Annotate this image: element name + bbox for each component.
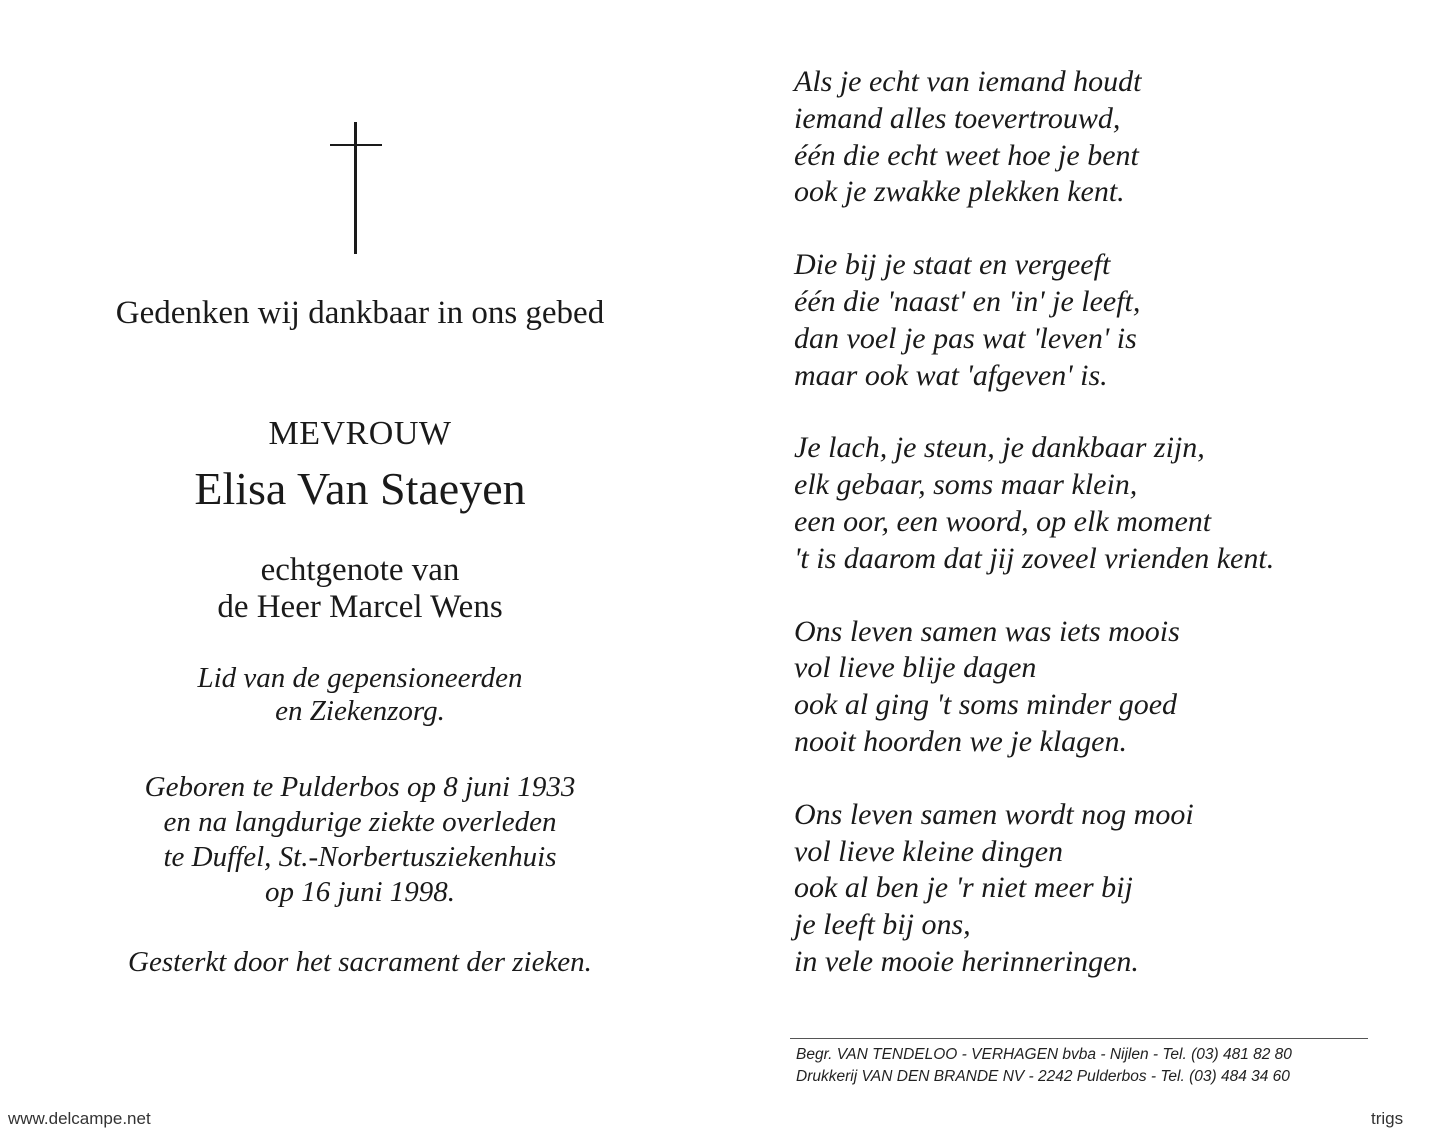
poem [794, 64, 1414, 1017]
poem-line: één die echt weet hoe je bent [794, 138, 1139, 172]
poem-line: vol lieve kleine dingen [794, 834, 1064, 868]
membership-line: en Ziekenzorg. [275, 695, 445, 727]
poem-stanza [794, 797, 1414, 981]
watermark-right: trigs [1371, 1109, 1404, 1128]
spouse-block [40, 552, 680, 626]
poem-stanza [794, 430, 1414, 577]
spouse-line: de Heer Marcel Wens [217, 589, 503, 625]
poem-stanza [794, 64, 1414, 211]
poem-line: een oor, een woord, op elk moment [794, 504, 1212, 538]
poem-line: dan voel je pas wat 'leven' is [794, 321, 1137, 355]
footer-divider [790, 1038, 1368, 1039]
membership-line: Lid van de gepensioneerden [197, 662, 523, 694]
poem-line: maar ook wat 'afgeven' is. [794, 358, 1108, 392]
closing-line: Gesterkt door het sacrament der zieken. [128, 946, 592, 978]
spouse-line: echtgenote van [260, 552, 460, 588]
dates-block [40, 770, 680, 910]
watermark-left: www.delcampe.net [8, 1109, 151, 1128]
credit-line: Drukkerij VAN DEN BRANDE NV - 2242 Pulderbos - Tel. (03) 484 34 60 [796, 1068, 1290, 1085]
honorific: MEVROUW [268, 415, 452, 452]
dates-line: Geboren te Pulderbos op 8 juni 1933 [144, 771, 576, 803]
poem-line: Als je echt van iemand houdt [794, 65, 1142, 98]
poem-line: ook al ging 't soms minder goed [794, 688, 1178, 722]
poem-line: Ons leven samen was iets moois [794, 614, 1180, 648]
membership-block [40, 662, 680, 728]
poem-line: Je lach, je steun, je dankbaar zijn, [794, 431, 1205, 465]
poem-line: Die bij je staat en vergeeft [794, 248, 1111, 282]
dates-line: op 16 juni 1998. [264, 876, 456, 908]
dates-line: te Duffel, St.-Norbertusziekenhuis [163, 841, 557, 873]
poem-line: ook je zwakke plekken kent. [794, 175, 1125, 209]
printer-credits [796, 1044, 1292, 1088]
cross-icon [330, 122, 382, 254]
poem-line: iemand alles toevertrouwd, [794, 101, 1121, 135]
dates-line: en na langdurige ziekte overleden [163, 806, 557, 838]
poem-line: nooit hoorden we je klagen. [794, 724, 1127, 758]
poem-line: één die 'naast' en 'in' je leeft, [794, 284, 1141, 318]
poem-line: vol lieve blije dagen [794, 651, 1037, 685]
deceased-name: Elisa Van Staeyen [194, 463, 526, 514]
poem-line: ook al ben je 'r niet meer bij [794, 871, 1133, 905]
poem-line: in vele mooie herinneringen. [794, 944, 1139, 978]
poem-line: elk gebaar, soms maar klein, [794, 468, 1138, 502]
intro-line: Gedenken wij dankbaar in ons gebed [115, 295, 605, 331]
poem-line: Ons leven samen wordt nog mooi [794, 797, 1194, 831]
poem-line: je leeft bij ons, [794, 908, 971, 942]
credit-line: Begr. VAN TENDELOO - VERHAGEN bvba - Nijlen - Tel. (03) 481 82 80 [796, 1046, 1292, 1063]
poem-stanza [794, 614, 1414, 761]
poem-stanza [794, 247, 1414, 394]
poem-line: 't is daarom dat jij zoveel vrienden kent. [794, 541, 1275, 575]
